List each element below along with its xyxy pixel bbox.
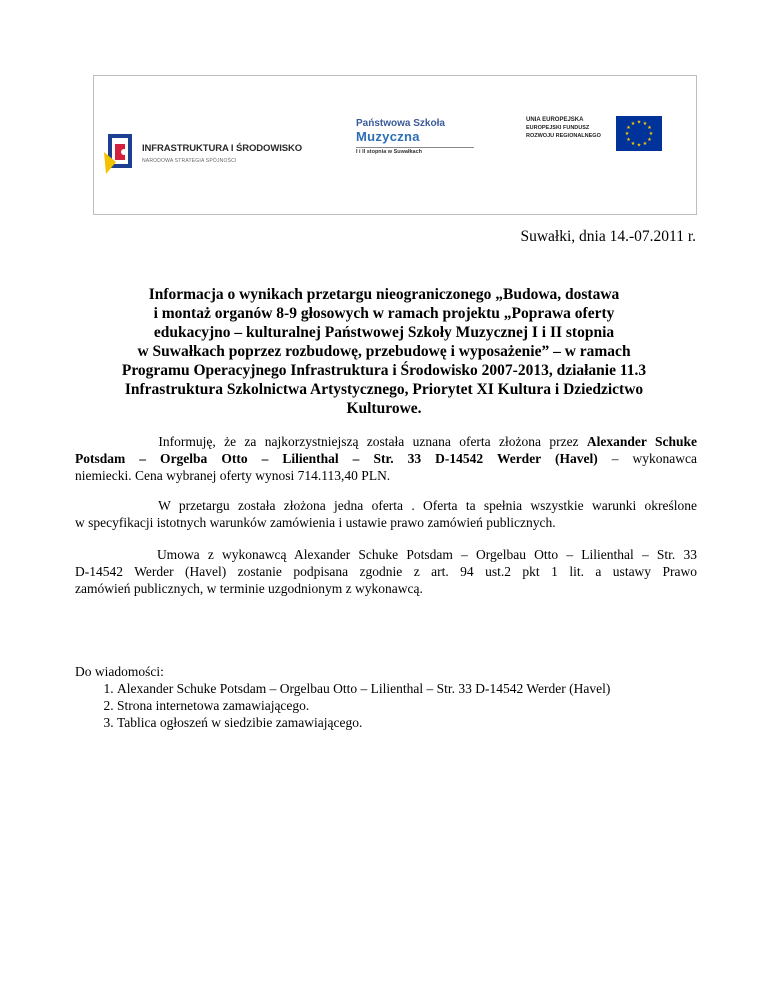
paragraph-winning-offer <box>75 433 697 484</box>
title-line: w Suwałkach poprzez rozbudowę, przebudowę i wyposażenie” – w ramach <box>137 343 631 360</box>
paragraph3-line2: D-14542 Werder (Havel) zostanie podpisana zgodnie z art. 94 ust.2 pkt 1 lit. a ustawy Prawo <box>75 564 697 579</box>
paragraph-contract <box>75 546 697 597</box>
is-emblem-icon <box>102 132 138 176</box>
eu-logo-text <box>526 116 601 140</box>
paragraph1-lead: Informuję, że za najkorzystniejszą została uznana oferta złożona przez <box>158 434 587 449</box>
notice-section <box>75 663 715 731</box>
svg-text:★: ★ <box>647 137 652 143</box>
eu-logo-line2: EUROPEJSKI FUNDUSZ <box>526 125 590 131</box>
title-line: edukacyjno – kulturalnej Państwowej Szkoły Muzycznej I i II stopnia <box>153 324 615 341</box>
eu-logo <box>526 116 666 156</box>
notice-list <box>75 680 715 731</box>
svg-text:★: ★ <box>626 137 631 143</box>
logos-banner <box>93 75 697 215</box>
svg-text:★: ★ <box>636 142 642 149</box>
school-logo-line2: Muzyczna <box>356 129 420 144</box>
paragraph2-line2: w specyfikacji istotnych warunków zamówienia i ustawie prawo zamówień publicznych. <box>75 515 556 530</box>
paragraph3-line1 <box>75 546 697 563</box>
paragraph1-line3: niemiecki. Cena wybranej oferty wynosi 714.113,40 PLN. <box>75 468 391 483</box>
svg-text:★: ★ <box>624 131 630 137</box>
svg-text:★: ★ <box>630 121 636 127</box>
svg-text:★: ★ <box>626 125 631 131</box>
paragraph1-after-bold: – wykonawca <box>597 451 697 466</box>
document-title <box>70 285 698 418</box>
paragraph-single-offer <box>75 497 697 531</box>
svg-text:★: ★ <box>648 131 654 137</box>
svg-text:★: ★ <box>642 121 648 127</box>
school-logo-rule <box>356 147 474 148</box>
infrastruktura-logo <box>102 132 307 182</box>
eu-logo-line3: ROZWOJU REGIONALNEGO <box>526 133 601 139</box>
title-line: Informacja o wynikach przetargu nieograniczonego „Budowa, dostawa <box>148 286 620 303</box>
svg-text:★: ★ <box>636 119 642 126</box>
svg-text:★: ★ <box>630 141 636 147</box>
school-logo-line3: I i II stopnia w Suwałkach <box>356 149 423 155</box>
list-item: 3. Tablica ogłoszeń w siedzibie zamawiającego. <box>117 714 715 731</box>
school-logo <box>356 118 476 158</box>
paragraph1-line1 <box>75 433 697 450</box>
title-line: Programu Operacyjnego Infrastruktura i Środowisko 2007-2013, działanie 11.3 <box>121 362 647 379</box>
eu-flag-icon <box>616 116 662 151</box>
list-item: 2. Strona internetowa zamawiającego. <box>117 697 715 714</box>
contractor-name-part1: Alexander Schuke <box>586 434 698 449</box>
svg-text:★: ★ <box>647 125 652 131</box>
title-line: Kulturowe. <box>346 400 422 417</box>
paragraph3-line1-text: Umowa z wykonawcą Alexander Schuke Potsdam – Orgelbau Otto – Lilienthal – Str. 33 <box>156 547 697 562</box>
date-line: Suwałki, dnia 14.-07.2011 r. <box>520 228 696 245</box>
notice-heading: Do wiadomości: <box>75 664 164 679</box>
svg-text:★: ★ <box>642 141 648 147</box>
list-item: 1. Alexander Schuke Potsdam – Orgelbau Otto – Lilienthal – Str. 33 D-14542 Werder (Havel) <box>117 680 715 697</box>
paragraph3-line3: zamówień publicznych, w terminie uzgodnionym z wykonawcą. <box>75 581 423 596</box>
paragraph1-line2 <box>75 450 697 467</box>
paragraph2-line1 <box>75 497 697 514</box>
title-line: i montaż organów 8-9 głosowych w ramach projektu „Poprawa oferty <box>153 305 615 322</box>
paragraph2-line1-text: W przetargu została złożona jedna oferta . Oferta ta spełnia wszystkie warunki określone <box>158 498 698 513</box>
title-line: Infrastruktura Szkolnictwa Artystycznego, Priorytet XI Kultura i Dziedzictwo <box>124 381 644 398</box>
is-logo-subtitle: NARODOWA STRATEGIA SPÓJNOŚCI <box>142 158 237 164</box>
school-logo-line1: Państwowa Szkoła <box>356 118 445 129</box>
eu-logo-line1: UNIA EUROPEJSKA <box>526 117 584 123</box>
is-logo-title: INFRASTRUKTURA I ŚRODOWISKO <box>142 143 303 154</box>
contractor-name-part2: Potsdam – Orgelba Otto – Lilienthal – Str. 33 D-14542 Werder (Havel) <box>75 451 598 466</box>
